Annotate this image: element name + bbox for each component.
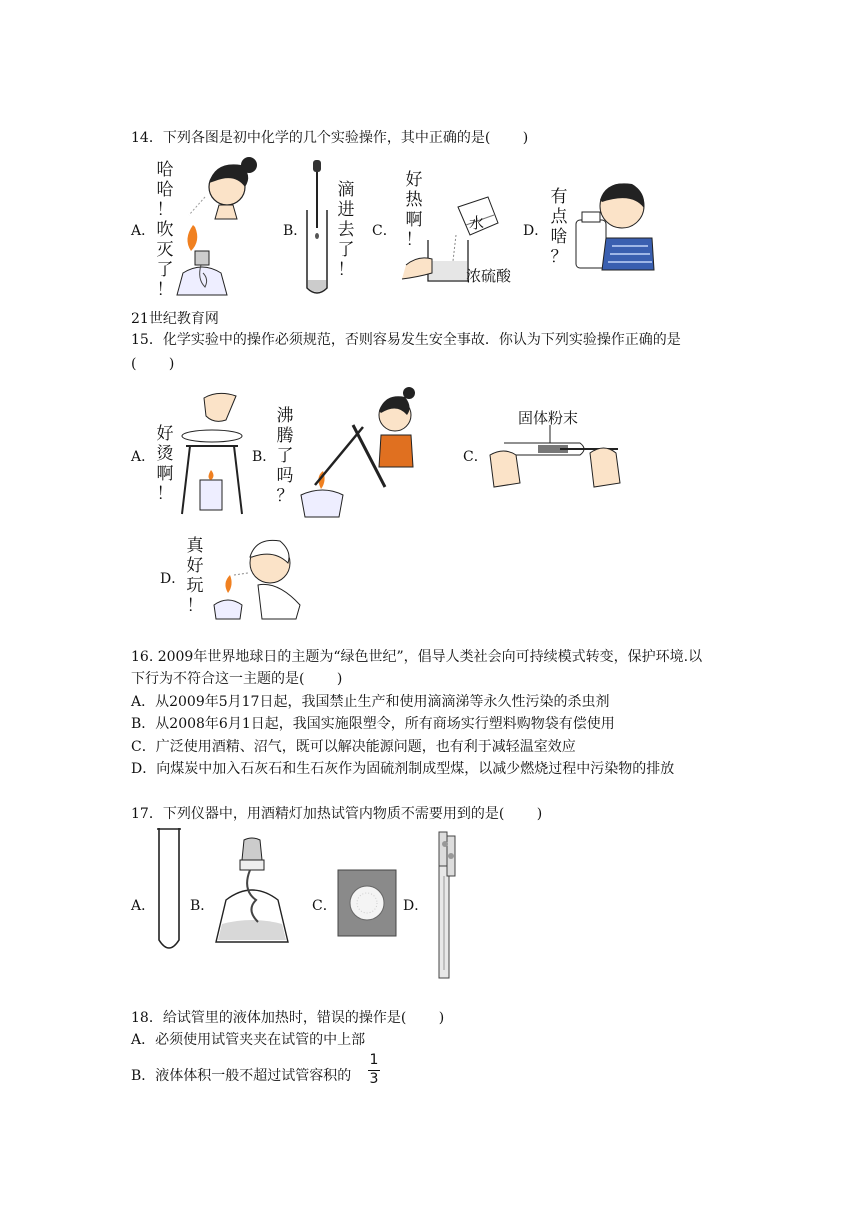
bubble-char: 去 — [337, 220, 355, 240]
bubble-char: 沸 — [276, 406, 294, 426]
bubble-char: 吗 — [276, 466, 294, 486]
test-tube-holder-icon — [425, 830, 461, 980]
bubble-char: 烫 — [156, 444, 174, 464]
bubble-char: 好 — [186, 556, 204, 576]
bubble-char: ！ — [156, 280, 174, 300]
q17-option-b-label: B． — [190, 898, 215, 914]
fraction-numerator: 1 — [369, 1052, 379, 1068]
bubble-char: 灭 — [156, 240, 174, 260]
bubble-char: 腾 — [276, 426, 294, 446]
bubble-char: 了 — [337, 240, 355, 260]
bubble-char: 玩 — [186, 576, 204, 596]
q14-option-d-label: D． — [523, 223, 549, 239]
bubble-char: 好 — [405, 170, 423, 190]
blowing-out-lamp-illustration — [175, 155, 265, 305]
bubble-char: 有 — [550, 187, 568, 207]
q14-option-b-label: B． — [283, 223, 308, 239]
test-tube-icon — [157, 828, 181, 956]
q16-option-c: C．广泛使用酒精、沼气，既可以解决能源问题，也有利于减轻温室效应 — [131, 739, 576, 755]
q18-option-b: B．液体体积一般不超过试管容积的 — [131, 1068, 352, 1084]
q15-option-c-label: C． — [463, 449, 488, 465]
q17-stem: 17．下列仪器中，用酒精灯加热试管内物质不需要用到的是( ) — [131, 806, 543, 822]
bubble-char: 啥 — [550, 227, 568, 247]
q16-stem-line1: 16. 2009年世界地球日的主题为“绿色世纪”，倡导人类社会向可持续模式转变，保护环境.以 — [131, 649, 703, 665]
bubble-char: ！ — [405, 230, 423, 250]
q15-stem-line2: ( ) — [131, 356, 175, 372]
dropper-test-tube-illustration — [302, 160, 332, 300]
q15-option-b-label: B． — [252, 449, 277, 465]
q14-option-a-label: A． — [131, 223, 156, 239]
bubble-char: ！ — [186, 596, 204, 616]
alcohol-lamp-icon — [212, 838, 292, 950]
q14-option-c-label: C． — [372, 223, 397, 239]
q14-water-tag: 水 — [469, 214, 485, 232]
bubble-char: 哈 — [156, 180, 174, 200]
hot-evaporating-dish-illustration — [178, 390, 248, 520]
bubble-char: 啊 — [156, 464, 174, 484]
bubble-char: ！ — [156, 200, 174, 220]
bubble-char: 进 — [337, 200, 355, 220]
bubble-char: 真 — [186, 536, 204, 556]
bubble-char: 滴 — [337, 180, 355, 200]
bubble-char: 哈 — [156, 160, 174, 180]
q15-option-a-label: A． — [131, 449, 156, 465]
bubble-char: ？ — [550, 247, 568, 267]
source-watermark: 21世纪教育网 — [131, 311, 219, 327]
bubble-char: 好 — [156, 424, 174, 444]
fraction-denominator: 3 — [369, 1071, 379, 1087]
q17-option-a-label: A． — [131, 898, 156, 914]
bubble-char: 了 — [276, 446, 294, 466]
bubble-char: 热 — [405, 190, 423, 210]
bubble-char: ？ — [276, 486, 294, 506]
bubble-char: 点 — [550, 207, 568, 227]
bubble-char: 了 — [156, 260, 174, 280]
q18-stem: 18．给试管里的液体加热时，错误的操作是( ) — [131, 1010, 445, 1026]
q16-option-a: A．从2009年5月17日起，我国禁止生产和使用滴滴涕等永久性污染的杀虫剂 — [131, 694, 610, 710]
q14-acid-tag: 浓硫酸 — [466, 267, 512, 285]
q15-option-d-label: D． — [160, 571, 186, 587]
q16-option-b: B．从2008年6月1日起，我国实施限塑令，所有商场实行塑料购物袋有偿使用 — [131, 716, 615, 732]
q16-stem-line2: 下行为不符合这一主题的是( ) — [131, 671, 343, 687]
q15-solid-powder-tag: 固体粉末 — [518, 409, 579, 427]
q16-option-d: D．向煤炭中加入石灰石和生石灰作为固硫剂制成型煤，以减少燃烧过程中污染物的排放 — [131, 761, 675, 777]
q17-option-d-label: D． — [403, 898, 429, 914]
bubble-char: ！ — [337, 260, 355, 280]
q15-stem-line1: 15．化学实验中的操作必须规范，否则容易发生安全事故．你认为下列实验操作正确的是 — [131, 332, 681, 348]
q14-stem: 14．下列各图是初中化学的几个实验操作，其中正确的是( ) — [131, 130, 529, 146]
q17-option-c-label: C． — [312, 898, 337, 914]
q18-option-a: A．必须使用试管夹夹在试管的中上部 — [131, 1032, 366, 1048]
bubble-char: 吹 — [156, 220, 174, 240]
solid-powder-test-tube-illustration — [490, 425, 625, 495]
blowing-lamp-boy-illustration — [208, 535, 308, 620]
smelling-bottle-illustration — [572, 178, 657, 273]
bubble-char: 啊 — [405, 210, 423, 230]
heating-tube-facing-person-illustration — [293, 385, 413, 525]
asbestos-gauze-icon — [338, 870, 398, 938]
bubble-char: ！ — [156, 484, 174, 504]
